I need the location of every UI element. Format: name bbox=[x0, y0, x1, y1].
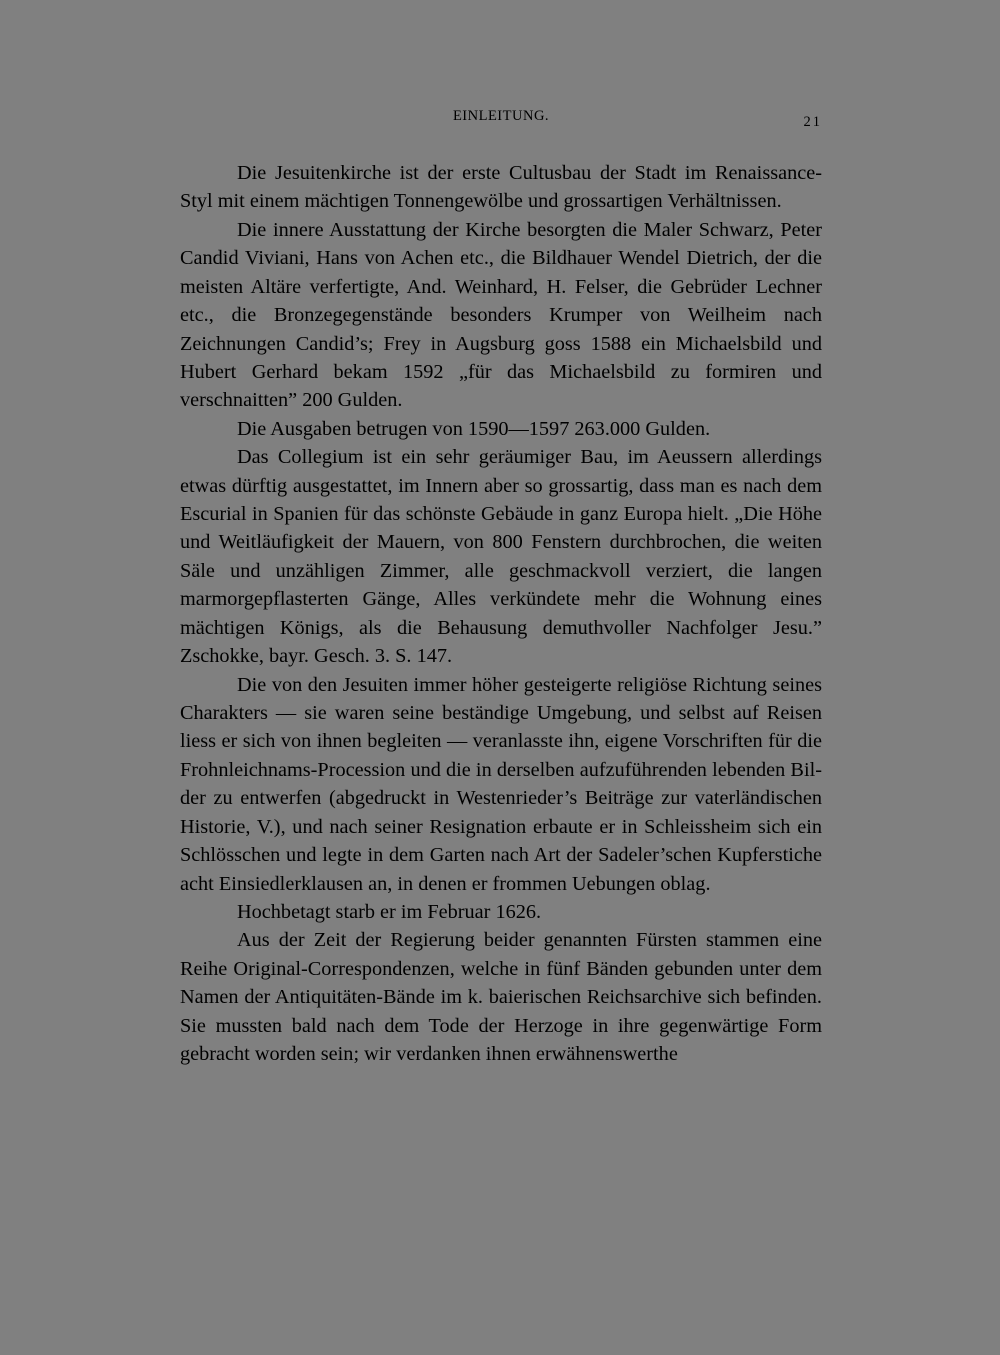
running-title: EINLEITUNG. bbox=[452, 108, 550, 124]
running-head bbox=[180, 108, 822, 132]
paragraph-religious-direction: Die von den Jesuiten immer höher gesteigerte religiöse Richtung seines Charakters — sie waren seine beständige Umgebung, und selbst auf Reisen liess er sich von ihnen begleiten — veranlasste ihn, eigene Vorschriften für die Frohnleichnams-Procession und die in derselben aufzuführenden lebenden Bilder zu entwerfen (abgedruckt in Westenrieder’s Beiträge zur vaterländischen Historie, V.), und nach seiner Resignation erbaute er in Schleissheim sich ein Schlösschen und legte in dem Garten nach Art der Sadeler’schen Kupferstiche acht Einsiedlerklausen an, in denen er frommen Uebungen oblag. bbox=[180, 673, 822, 895]
page-number: 21 bbox=[803, 114, 822, 130]
paragraph-jesuit-church: Die Jesuitenkirche ist der erste Cultusbau der Stadt im Renaissance-Styl mit einem mächtigen Tonnengewölbe und grossartigen Verhältnissen. bbox=[180, 162, 822, 213]
paragraph-death: Hochbetagt starb er im Februar 1626. bbox=[237, 900, 542, 923]
paragraph-interior-decoration: Die innere Ausstattung der Kirche besorgten die Maler Schwarz, Peter Candid Viviani, Hans von Achen etc., die Bildhauer Wendel Dietrich, der die meisten Altäre verfertigte, And. Weinhard, H. Felser, die Gebrüder Lechner etc., die Bronzegegenstände besonders Krumper von Weilheim nach Zeichnungen Candid’s; Frey in Augsburg goss 1588 ein Michaelsbild und Hubert Gerhard bekam 1592 „für das Michaelsbild zu formiren und verschnaitten” 200 Gulden. bbox=[180, 218, 822, 412]
body-text bbox=[180, 159, 822, 1069]
paragraph-correspondence: Aus der Zeit der Regierung beider genannten Fürsten stammen eine Reihe Original-Correspondenzen, welche in fünf Bänden gebunden unter dem Namen der Antiquitäten-Bände im k. baierischen Reichsarchive sich befinden. Sie mussten bald nach dem Tode der Herzoge in ihre gegenwärtige Form gebracht worden sein; wir verdanken ihnen erwähnenswerthe bbox=[180, 929, 822, 1066]
paragraph-collegium: Das Collegium ist ein sehr geräumiger Bau, im Aeussern allerdings etwas dürftig ausgestattet, im Innern aber so grossartig, dass man es nach dem Escurial in Spanien für das schönste Gebäude in ganz Europa hielt. „Die Höhe und Weitläufigkeit der Mauern, von 800 Fenstern durchbrochen, die weiten Säle und unzähligen Zimmer, alle geschmackvoll verziert, die langen marmorgepflasterten Gänge, Alles verkündete mehr die Wohnung eines mächtigen Königs, als die Behausung demuthvoller Nachfolger Jesu.” Zschokke, bayr. Gesch. 3. S. 147. bbox=[180, 446, 822, 668]
paragraph-expenses: Die Ausgaben betrugen von 1590—1597 263.000 Gulden. bbox=[237, 417, 711, 440]
